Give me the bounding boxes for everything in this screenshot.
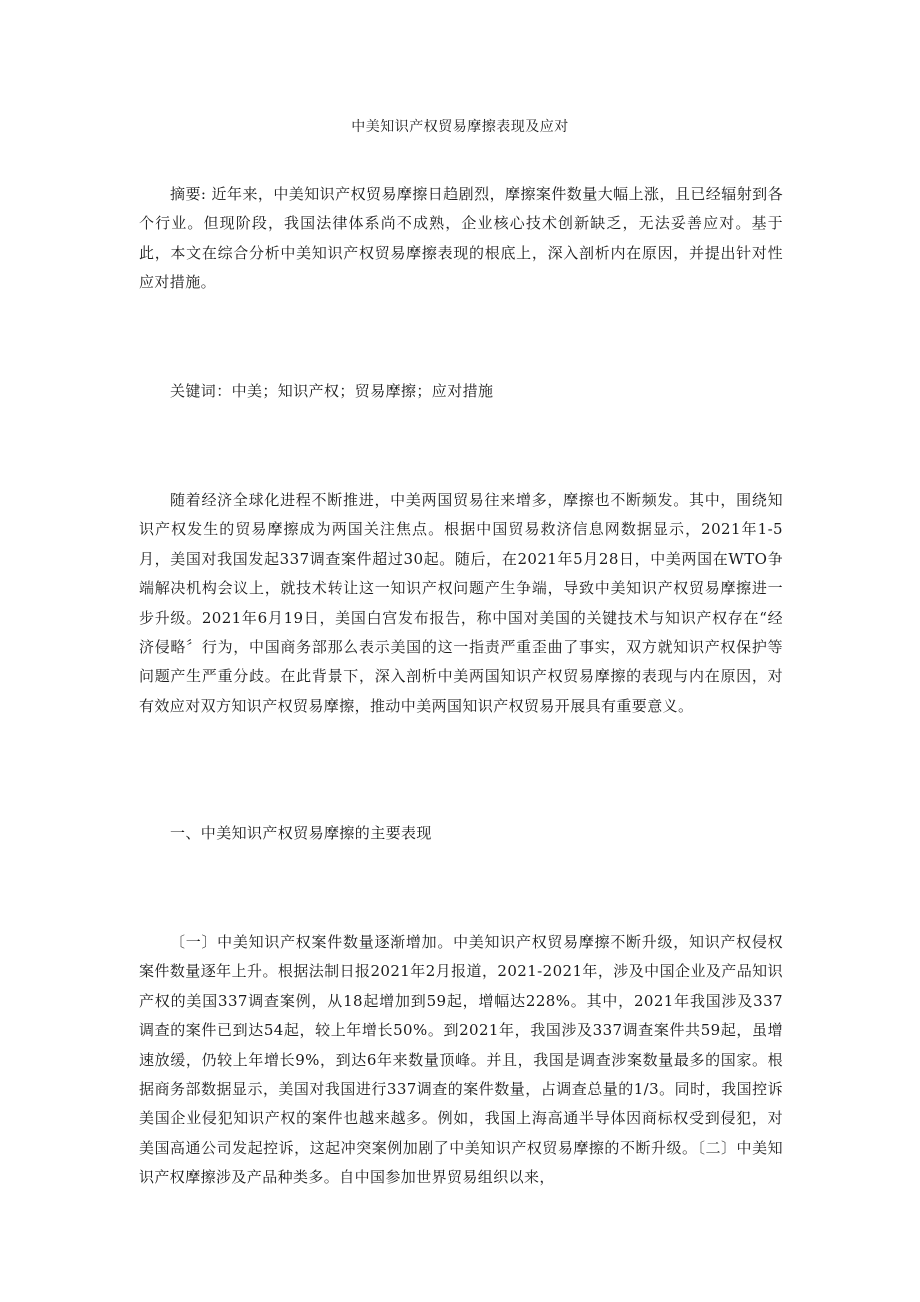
- abstract-paragraph: 摘要: 近年来，中美知识产权贸易摩擦日趋剧烈，摩擦案件数量大幅上涨，且已经辐射到各个行业。但现阶段，我国法律体系尚不成熟，企业核心技术创新缺乏，无法妥善应对。基于此，本文在综合分析中美知识产权贸易摩擦表现的根底上，深入剖析内在原因，并提出针对性应对措施。: [139, 185, 783, 292]
- document-title: 中美知识产权贸易摩擦表现及应对: [351, 119, 569, 135]
- section-heading: 一、中美知识产权贸易摩擦的主要表现: [170, 824, 432, 842]
- intro-paragraph: 随着经济全球化进程不断推进，中美两国贸易往来增多，摩擦也不断频发。其中，围绕知识产权发生的贸易摩擦成为两国关注焦点。根据中国贸易救济信息网数据显示，2021年1-5月，美国对我国发起337调查案件超过30起。随后，在2021年5月28日，中美两国在WTO争端解决机构会议上，就技术转让这一知识产权问题产生争端，导致中美知识产权贸易摩擦进一步升级。2021年6月19日，美国白宫发布报告，称中国对美国的关键技术与知识产权存在“经济侵略〞行为，中国商务部那么表示美国的这一指责严重歪曲了事实，双方就知识产权保护等问题产生严重分歧。在此背景下，深入剖析中美两国知识产权贸易摩擦的表现与内在原因，对有效应对双方知识产权贸易摩擦，推动中美两国知识产权贸易开展具有重要意义。: [139, 491, 783, 715]
- keywords-line: 关键词：中美；知识产权；贸易摩擦；应对措施: [170, 382, 494, 400]
- section-paragraph: 〔一〕中美知识产权案件数量逐渐增加。中美知识产权贸易摩擦不断升级，知识产权侵权案件数量逐年上升。根据法制日报2021年2月报道，2021-2021年，涉及中国企业及产品知识产权的美国337调查案例，从18起增加到59起，增幅达228%。其中，2021年我国涉及337调查的案件已到达54起，较上年增长50%。到2021年，我国涉及337调查案件共59起，虽增速放缓，仍较上年增长9%，到达6年来数量顶峰。并且，我国是调查涉案数量最多的国家。根据商务部数据显示，美国对我国进行337调查的案件数量，占调查总量的1/3。同时，我国控诉美国企业侵犯知识产权的案件也越来越多。例如，我国上海高通半导体因商标权受到侵犯，对美国高通公司发起控诉，这起冲突案例加剧了中美知识产权贸易摩擦的不断升级。〔二〕中美知识产权摩擦涉及产品种类多。自中国参加世界贸易组织以来，: [139, 933, 783, 1187]
